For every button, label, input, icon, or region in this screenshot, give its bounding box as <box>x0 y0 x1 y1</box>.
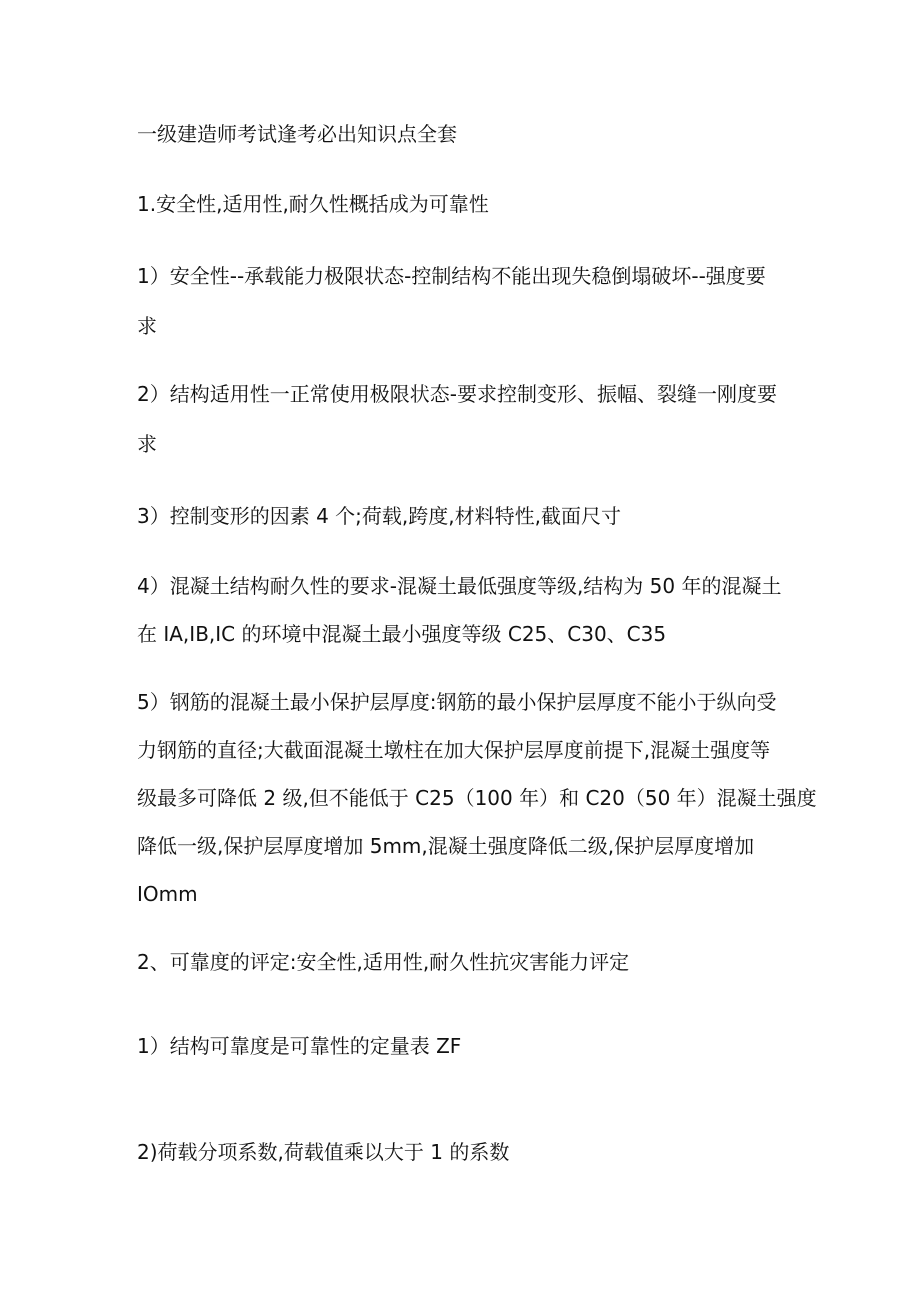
text-line: 2)荷载分项系数,荷载值乘以大于 1 的系数 <box>137 1140 510 1164</box>
text-line: 在 IA,IB,IC 的环境中混凝土最小强度等级 C25、C30、C35 <box>137 622 667 646</box>
text-line: 力钢筋的直径;大截面混凝土墩柱在加大保护层厚度前提下,混凝土强度等 <box>137 738 771 762</box>
text-line: 4）混凝土结构耐久性的要求-混凝土最低强度等级,结构为 50 年的混凝土 <box>137 574 782 598</box>
text-line: 求 <box>137 432 157 456</box>
text-line: 5）钢筋的混凝土最小保护层厚度:钢筋的最小保护层厚度不能小于纵向受 <box>137 690 777 714</box>
text-line: 1.安全性,适用性,耐久性概括成为可靠性 <box>137 192 489 216</box>
document-title: 一级建造师考试逢考必出知识点全套 <box>137 122 457 146</box>
text-line: 2）结构适用性一正常使用极限状态-要求控制变形、振幅、裂缝一刚度要 <box>137 382 777 406</box>
text-line: IOmm <box>137 882 198 906</box>
text-line: 2、可靠度的评定:安全性,适用性,耐久性抗灾害能力评定 <box>137 950 630 974</box>
text-line: 1）结构可靠度是可靠性的定量表 ZF <box>137 1034 462 1058</box>
text-line: 求 <box>137 314 157 338</box>
text-line: 降低一级,保护层厚度增加 5mm,混凝土强度降低二级,保护层厚度增加 <box>137 834 755 858</box>
text-line: 3）控制变形的因素 4 个;荷载,跨度,材料特性,截面尺寸 <box>137 504 621 528</box>
text-line: 1）安全性--承载能力极限状态-控制结构不能出现失稳倒塌破坏--强度要 <box>137 264 766 288</box>
text-line: 级最多可降低 2 级,但不能低于 C25（100 年）和 C20（50 年）混凝土强度 <box>137 786 817 810</box>
